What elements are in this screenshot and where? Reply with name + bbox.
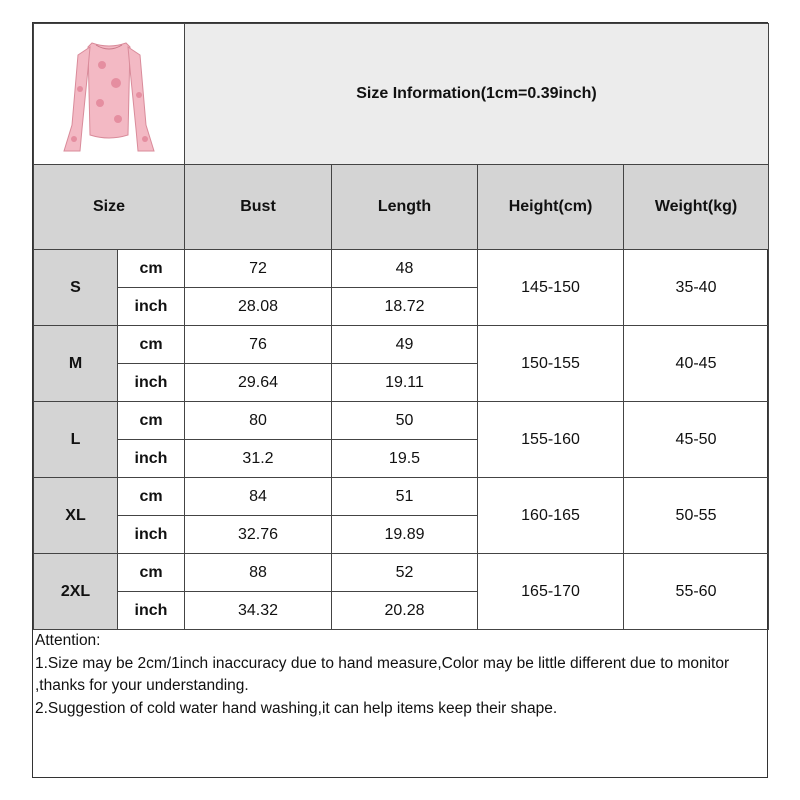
bust-cm-value: 88 — [185, 554, 332, 592]
length-inch-value: 20.28 — [332, 592, 478, 630]
height-range: 160-165 — [478, 478, 624, 554]
bust-inch-value: 29.64 — [185, 364, 332, 402]
size-label: 2XL — [34, 554, 118, 630]
attention-notes — [35, 630, 765, 720]
unit-inch: inch — [118, 440, 185, 478]
chart-title: Size Information(1cm=0.39inch) — [185, 24, 769, 165]
unit-inch: inch — [118, 364, 185, 402]
header-bust: Bust — [185, 165, 332, 250]
product-image-cell — [34, 24, 185, 165]
bust-cm-value: 80 — [185, 402, 332, 440]
header-weight: Weight(kg) — [624, 165, 769, 250]
length-cm-value: 49 — [332, 326, 478, 364]
size-chart-sheet — [32, 22, 768, 778]
header-height: Height(cm) — [478, 165, 624, 250]
header-length: Length — [332, 165, 478, 250]
weight-range: 35-40 — [624, 250, 769, 326]
length-cm-value: 52 — [332, 554, 478, 592]
bust-cm-value: 72 — [185, 250, 332, 288]
unit-inch: inch — [118, 516, 185, 554]
unit-cm: cm — [118, 250, 185, 288]
attention-note-1: 1.Size may be 2cm/1inch inaccuracy due to hand measure,Color may be little different due to monitor ,thanks for your understanding. — [35, 654, 734, 694]
length-cm-value: 50 — [332, 402, 478, 440]
unit-inch: inch — [118, 288, 185, 326]
product-image — [44, 29, 174, 159]
height-range: 165-170 — [478, 554, 624, 630]
size-table — [33, 23, 769, 630]
length-inch-value: 19.89 — [332, 516, 478, 554]
bust-cm-value: 84 — [185, 478, 332, 516]
attention-heading: Attention: — [35, 632, 101, 649]
bust-inch-value: 28.08 — [185, 288, 332, 326]
length-inch-value: 18.72 — [332, 288, 478, 326]
bust-cm-value: 76 — [185, 326, 332, 364]
weight-range: 50-55 — [624, 478, 769, 554]
bust-inch-value: 34.32 — [185, 592, 332, 630]
length-inch-value: 19.5 — [332, 440, 478, 478]
length-cm-value: 48 — [332, 250, 478, 288]
bust-inch-value: 32.76 — [185, 516, 332, 554]
header-size: Size — [34, 165, 185, 250]
size-label: L — [34, 402, 118, 478]
unit-cm: cm — [118, 554, 185, 592]
length-inch-value: 19.11 — [332, 364, 478, 402]
size-label: XL — [34, 478, 118, 554]
unit-inch: inch — [118, 592, 185, 630]
height-range: 155-160 — [478, 402, 624, 478]
weight-range: 55-60 — [624, 554, 769, 630]
unit-cm: cm — [118, 326, 185, 364]
length-cm-value: 51 — [332, 478, 478, 516]
unit-cm: cm — [118, 402, 185, 440]
size-label: S — [34, 250, 118, 326]
height-range: 150-155 — [478, 326, 624, 402]
attention-note-2: 2.Suggestion of cold water hand washing,it can help items keep their shape. — [35, 699, 558, 717]
weight-range: 40-45 — [624, 326, 769, 402]
height-range: 145-150 — [478, 250, 624, 326]
weight-range: 45-50 — [624, 402, 769, 478]
unit-cm: cm — [118, 478, 185, 516]
bust-inch-value: 31.2 — [185, 440, 332, 478]
size-label: M — [34, 326, 118, 402]
